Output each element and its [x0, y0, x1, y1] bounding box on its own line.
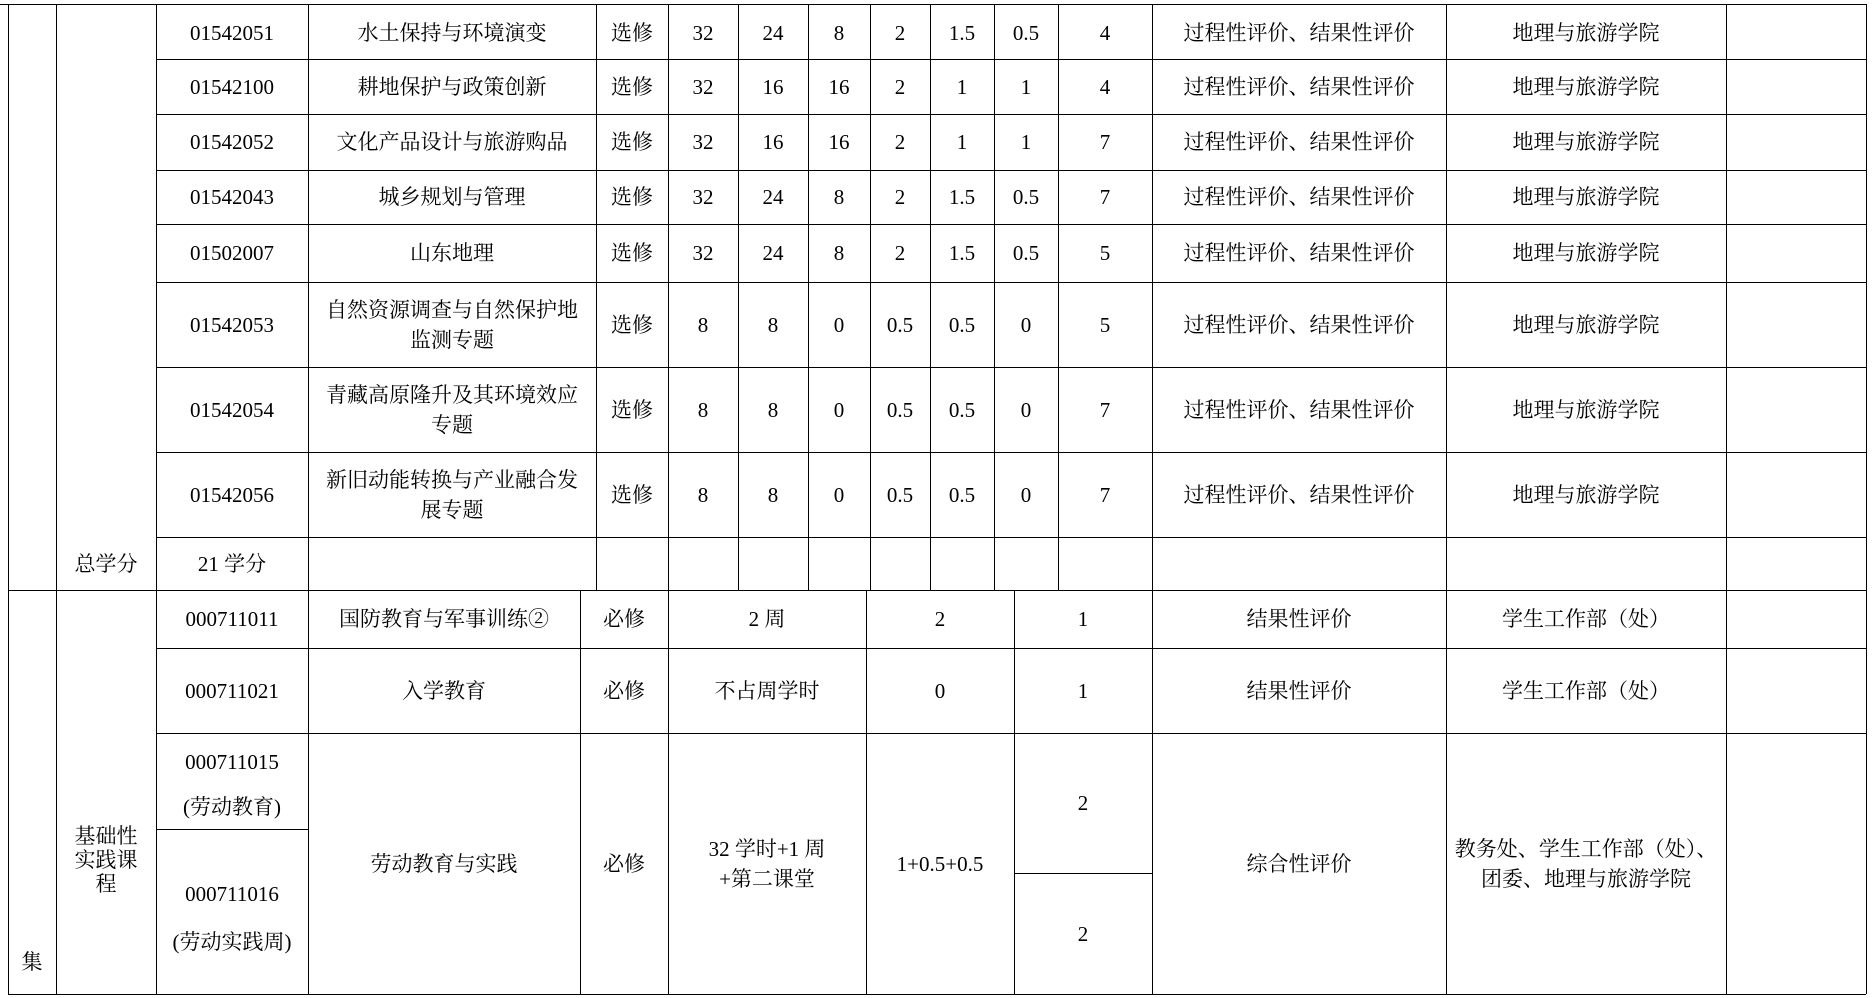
- course-name: 耕地保护与政策创新: [357, 74, 547, 99]
- labor-code-1: 000711015: [185, 750, 279, 774]
- course-theory: 24: [762, 241, 784, 265]
- course-credit_theory: 1.5: [948, 241, 976, 265]
- course-type: 选修: [611, 482, 653, 507]
- practice-credit: 1: [1077, 607, 1089, 631]
- course-credit: 2: [894, 20, 906, 45]
- course-practice: 0: [833, 312, 845, 337]
- course-assessment: 过程性评价、结果性评价: [1183, 482, 1415, 507]
- course-name: 水土保持与环境演变: [357, 20, 547, 45]
- practice-hours: 不占周学时: [714, 678, 820, 703]
- course-total: 8: [697, 312, 709, 337]
- course-theory: 8: [767, 312, 779, 337]
- course-semester: 5: [1099, 312, 1111, 337]
- course-code: 01502007: [190, 241, 274, 265]
- course-name: 自然资源调查与自然保护地监测专题: [326, 297, 578, 352]
- course-theory: 24: [762, 185, 784, 209]
- total-credits-label: 总学分: [74, 551, 138, 576]
- practice-dept: 学生工作部（处）: [1502, 607, 1670, 631]
- course-total: 32: [692, 241, 714, 265]
- course-semester: 7: [1099, 185, 1111, 209]
- course-credit: 2: [894, 185, 906, 209]
- course-dept: 地理与旅游学院: [1512, 130, 1660, 154]
- course-semester: 7: [1099, 482, 1111, 507]
- practice-code: 000711011: [185, 607, 279, 631]
- labor-weeks: 1+0.5+0.5: [896, 851, 984, 876]
- table-rule: [0, 4, 1866, 5]
- course-semester: 4: [1099, 74, 1111, 99]
- course-name: 新旧动能转换与产业融合发展专题: [326, 467, 578, 522]
- table-rule: [1866, 4, 1867, 590]
- course-dept: 地理与旅游学院: [1512, 185, 1660, 209]
- labor-credit-1: 2: [1077, 791, 1089, 815]
- course-semester: 7: [1099, 130, 1111, 154]
- course-total: 32: [692, 130, 714, 154]
- course-credit_theory: 1: [956, 130, 968, 154]
- course-total: 8: [697, 482, 709, 507]
- side-char: 集: [21, 950, 43, 974]
- practice-assessment: 结果性评价: [1246, 678, 1352, 703]
- practice-category-label: 基础性实践课程: [74, 824, 138, 896]
- course-type: 选修: [611, 185, 653, 209]
- labor-assessment: 综合性评价: [1246, 851, 1352, 876]
- course-assessment: 过程性评价、结果性评价: [1183, 20, 1415, 45]
- table-rule: [1726, 4, 1727, 590]
- course-assessment: 过程性评价、结果性评价: [1183, 74, 1415, 99]
- labor-code-2-note: (劳动实践周): [172, 930, 292, 954]
- labor-hours: 32 学时+1 周+第二课堂: [708, 836, 826, 891]
- course-type: 选修: [611, 20, 653, 45]
- course-code: 01542056: [190, 482, 274, 507]
- course-name: 山东地理: [410, 241, 494, 265]
- course-total: 8: [697, 397, 709, 422]
- course-credit: 2: [894, 74, 906, 99]
- course-credit: 0.5: [886, 312, 914, 337]
- course-code: 01542054: [190, 397, 274, 422]
- course-credit: 0.5: [886, 397, 914, 422]
- practice-code: 000711021: [185, 678, 279, 703]
- course-code: 01542100: [190, 74, 274, 99]
- course-code: 01542043: [190, 185, 274, 209]
- total-credits-value: 21 学分: [197, 551, 267, 576]
- course-credit_practice: 0.5: [1012, 241, 1040, 265]
- course-credit_theory: 0.5: [948, 482, 976, 507]
- practice-type: 必修: [603, 678, 645, 703]
- course-semester: 7: [1099, 397, 1111, 422]
- practice-hours: 2 周: [748, 607, 786, 631]
- course-practice: 0: [833, 482, 845, 507]
- course-dept: 地理与旅游学院: [1512, 312, 1660, 337]
- labor-name: 劳动教育与实践: [370, 851, 518, 876]
- course-assessment: 过程性评价、结果性评价: [1183, 397, 1415, 422]
- table-rule: [1726, 590, 1727, 994]
- table-rule: [156, 829, 308, 830]
- course-assessment: 过程性评价、结果性评价: [1183, 185, 1415, 209]
- course-credit_practice: 0: [1020, 397, 1032, 422]
- table-rule: [56, 4, 57, 590]
- labor-code-2: 000711016: [185, 882, 279, 906]
- course-credit_theory: 1.5: [948, 185, 976, 209]
- course-dept: 地理与旅游学院: [1512, 20, 1660, 45]
- course-credit_theory: 0.5: [948, 312, 976, 337]
- course-dept: 地理与旅游学院: [1512, 397, 1660, 422]
- course-assessment: 过程性评价、结果性评价: [1183, 312, 1415, 337]
- table-rule: [8, 994, 1866, 995]
- course-dept: 地理与旅游学院: [1512, 74, 1660, 99]
- course-practice: 8: [833, 20, 845, 45]
- course-type: 选修: [611, 397, 653, 422]
- labor-credit-2: 2: [1077, 921, 1089, 946]
- practice-assessment: 结果性评价: [1246, 607, 1352, 631]
- practice-type: 必修: [603, 607, 645, 631]
- course-credit: 2: [894, 241, 906, 265]
- course-credit_practice: 0.5: [1012, 185, 1040, 209]
- course-credit_practice: 0.5: [1012, 20, 1040, 45]
- course-semester: 5: [1099, 241, 1111, 265]
- practice-dept: 学生工作部（处）: [1502, 678, 1670, 703]
- practice-name: 国防教育与军事训练②: [339, 607, 549, 631]
- course-practice: 16: [828, 130, 850, 154]
- course-semester: 4: [1099, 20, 1111, 45]
- course-type: 选修: [611, 312, 653, 337]
- practice-name: 入学教育: [402, 678, 486, 703]
- course-credit: 2: [894, 130, 906, 154]
- labor-type: 必修: [603, 851, 645, 876]
- course-credit_theory: 0.5: [948, 397, 976, 422]
- course-total: 32: [692, 185, 714, 209]
- labor-code-1-note: (劳动教育): [183, 794, 281, 819]
- course-name: 城乡规划与管理: [378, 185, 526, 209]
- course-practice: 8: [833, 241, 845, 265]
- course-credit_practice: 0: [1020, 482, 1032, 507]
- course-type: 选修: [611, 241, 653, 265]
- course-code: 01542052: [190, 130, 274, 154]
- course-name: 文化产品设计与旅游购品: [336, 130, 568, 154]
- course-theory: 8: [767, 482, 779, 507]
- course-type: 选修: [611, 130, 653, 154]
- course-code: 01542053: [190, 312, 274, 337]
- course-type: 选修: [611, 74, 653, 99]
- labor-dept: 教务处、学生工作部（处）、团委、地理与旅游学院: [1454, 836, 1718, 891]
- course-dept: 地理与旅游学院: [1512, 241, 1660, 265]
- practice-weeks: 2: [934, 607, 946, 631]
- course-name: 青藏高原隆升及其环境效应专题: [326, 382, 578, 437]
- course-total: 32: [692, 74, 714, 99]
- course-dept: 地理与旅游学院: [1512, 482, 1660, 507]
- course-theory: 8: [767, 397, 779, 422]
- course-credit_practice: 1: [1020, 74, 1032, 99]
- course-practice: 16: [828, 74, 850, 99]
- practice-weeks: 0: [934, 678, 946, 703]
- course-credit_practice: 0: [1020, 312, 1032, 337]
- course-assessment: 过程性评价、结果性评价: [1183, 241, 1415, 265]
- course-credit_practice: 1: [1020, 130, 1032, 154]
- course-practice: 8: [833, 185, 845, 209]
- table-rule: [1866, 590, 1867, 994]
- table-rule: [156, 537, 1866, 538]
- course-theory: 24: [762, 20, 784, 45]
- course-theory: 16: [762, 130, 784, 154]
- course-theory: 16: [762, 74, 784, 99]
- practice-credit: 1: [1077, 678, 1089, 703]
- course-credit_theory: 1.5: [948, 20, 976, 45]
- course-total: 32: [692, 20, 714, 45]
- course-code: 01542051: [190, 20, 274, 45]
- course-credit_theory: 1: [956, 74, 968, 99]
- table-rule: [8, 4, 9, 590]
- course-practice: 0: [833, 397, 845, 422]
- course-credit: 0.5: [886, 482, 914, 507]
- course-assessment: 过程性评价、结果性评价: [1183, 130, 1415, 154]
